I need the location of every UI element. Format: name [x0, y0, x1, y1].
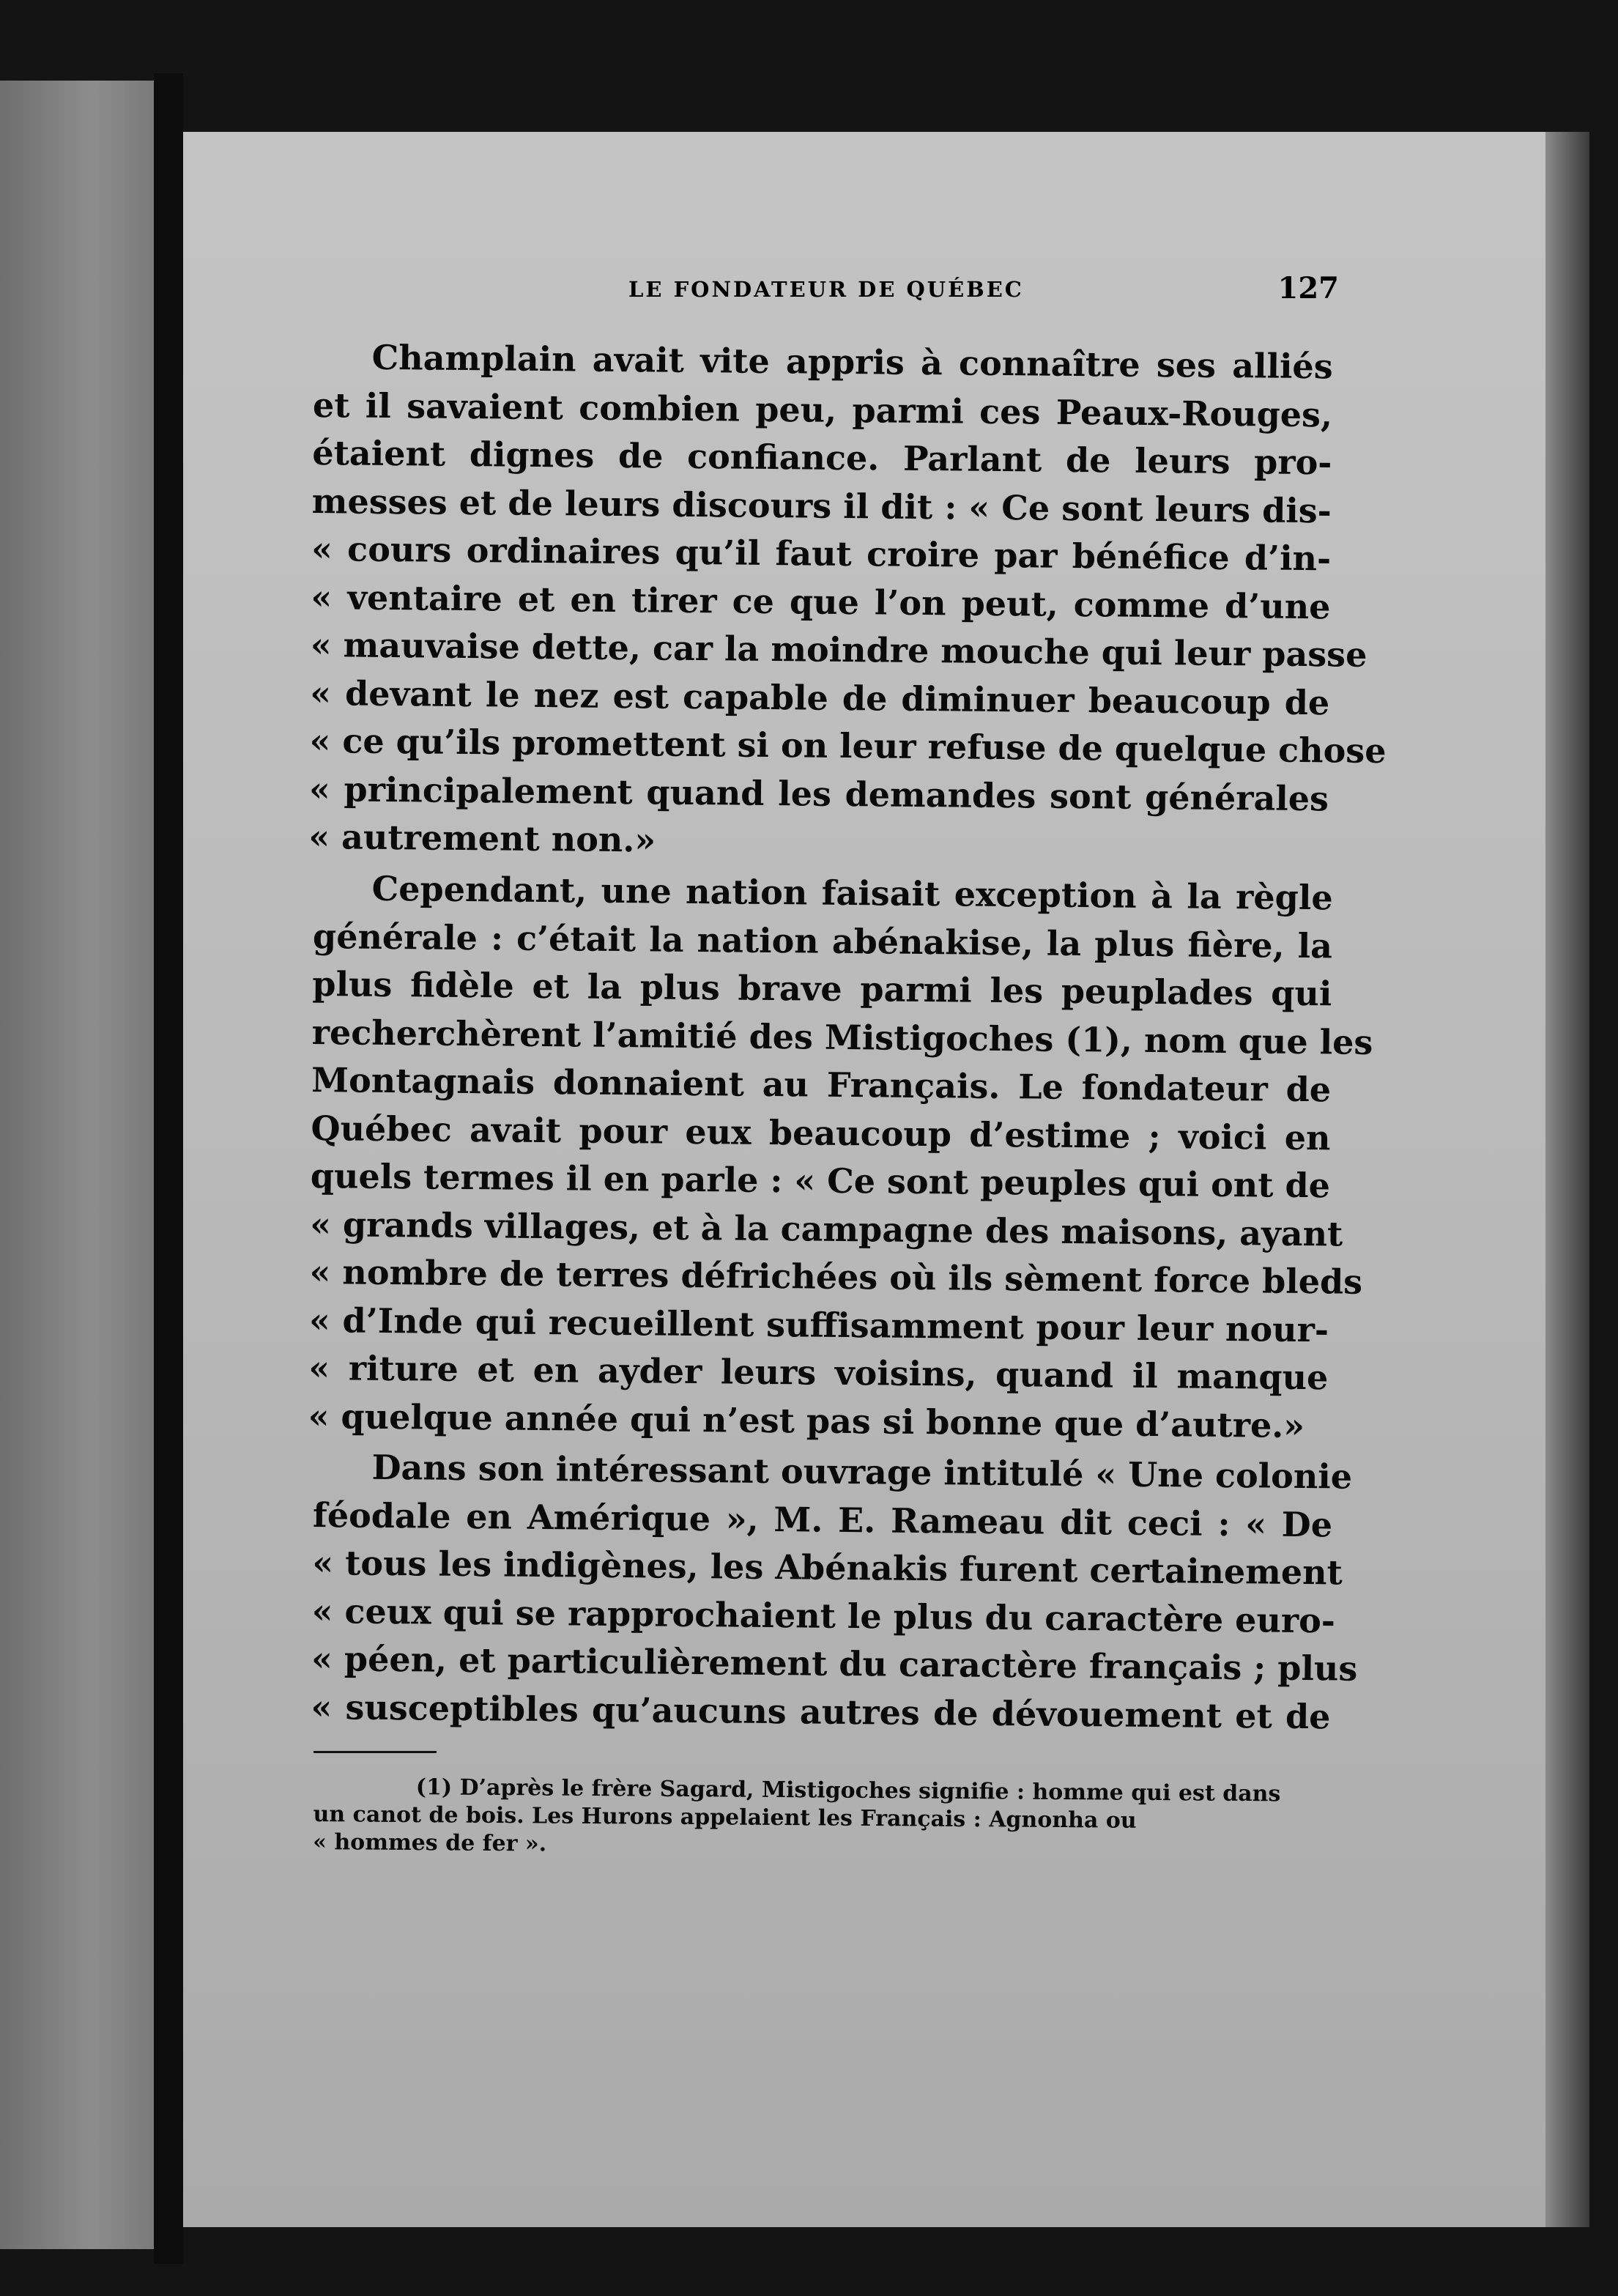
- text-line: « grands villages, et à la campagne des maisons, ayant: [310, 1204, 1343, 1254]
- text-line: quels termes il en parle : « Ce sont peuples qui ont de: [310, 1155, 1331, 1206]
- text-line: « tous les indigènes, les Abénakis furent certainement: [312, 1542, 1343, 1593]
- paragraph-3: [311, 1443, 1358, 1741]
- text-line: générale : c’était la nation abénakise, la plus fière, la: [312, 916, 1333, 966]
- text-line: « péen, et particulièrement du caractère français ; plus: [311, 1638, 1358, 1689]
- text-line: « ceux qui se rapprochaient le plus du caractère euro-: [311, 1590, 1336, 1640]
- running-title: LE FONDATEUR DE QUÉBEC: [628, 277, 1024, 302]
- footnote-rule: [313, 1751, 437, 1753]
- page-number: 127: [1277, 271, 1339, 305]
- text-line: Dans son intéressant ouvrage intitulé « Une colonie: [371, 1447, 1353, 1497]
- page-edge-shadow: [1545, 132, 1589, 2227]
- footnote: [313, 1773, 1310, 1864]
- text-line: et il savaient combien peu, parmi ces Peaux-Rouges,: [312, 385, 1333, 434]
- footnote-line: un canot de bois. Les Hurons appelaient les Français : Agnonha ou: [313, 1801, 1137, 1834]
- text-line: « autrement non.»: [308, 816, 656, 860]
- text-line: plus fidèle et la plus brave parmi les peuplades qui: [312, 963, 1332, 1014]
- text-line: « riture et en ayder leurs voisins, quand il manque: [308, 1347, 1329, 1398]
- text-line: « nombre de terres défrichées où ils sèment force bleds: [309, 1251, 1363, 1302]
- text-line: « ventaire et en tirer ce que l’on peut, comme d’une: [311, 577, 1331, 626]
- running-head: [313, 271, 1339, 315]
- text-line: étaient dignes de confiance. Parlant de leurs pro-: [312, 432, 1332, 483]
- footnote-line: « hommes de fer ».: [313, 1829, 547, 1857]
- text-line: « ce qu’ils promettent si on leur refuse de quelque chose: [309, 720, 1387, 771]
- text-line: « devant le nez est capable de diminuer beaucoup de: [310, 673, 1330, 722]
- text-line: Cependant, une nation faisait exception à la règle: [371, 868, 1333, 918]
- text-line: « principalement quand les demandes sont générales: [308, 769, 1329, 818]
- footnote-line: (1) D’après le frère Sagard, Mistigoches signifie : homme qui est dans: [415, 1774, 1281, 1807]
- text-line: Montagnais donnaient au Français. Le fondateur de: [311, 1059, 1332, 1110]
- text-line: féodale en Amérique », M. E. Rameau dit ceci : « De: [312, 1495, 1333, 1544]
- text-line: Québec avait pour eux beaucoup d’estime ; voici en: [311, 1108, 1331, 1158]
- text-line: « d’Inde qui recueillent suffisamment pour leur nour-: [308, 1300, 1329, 1349]
- adjacent-page-edge: [0, 81, 154, 2249]
- text-line: « susceptibles qu’aucuns autres de dévouement et de: [311, 1686, 1331, 1736]
- text-line: « cours ordinaires qu’il faut croire par bénéfice d’in-: [311, 528, 1332, 579]
- book-gutter: [154, 73, 183, 2264]
- text-line: messes et de leurs discours il dit : « Ce sont leurs dis-: [311, 481, 1332, 530]
- paragraph-1: [308, 333, 1387, 871]
- text-line: « mauvaise dette, car la moindre mouche qui leur passe: [310, 624, 1367, 675]
- paragraph-2: [308, 864, 1373, 1450]
- text-line: recherchèrent l’amitié des Mistigoches (1), nom que les: [311, 1012, 1373, 1062]
- text-line: Champlain avait vite appris à connaître ses alliés: [371, 337, 1333, 387]
- text-line: « quelque année qui n’est pas si bonne que d’autre.»: [308, 1396, 1305, 1445]
